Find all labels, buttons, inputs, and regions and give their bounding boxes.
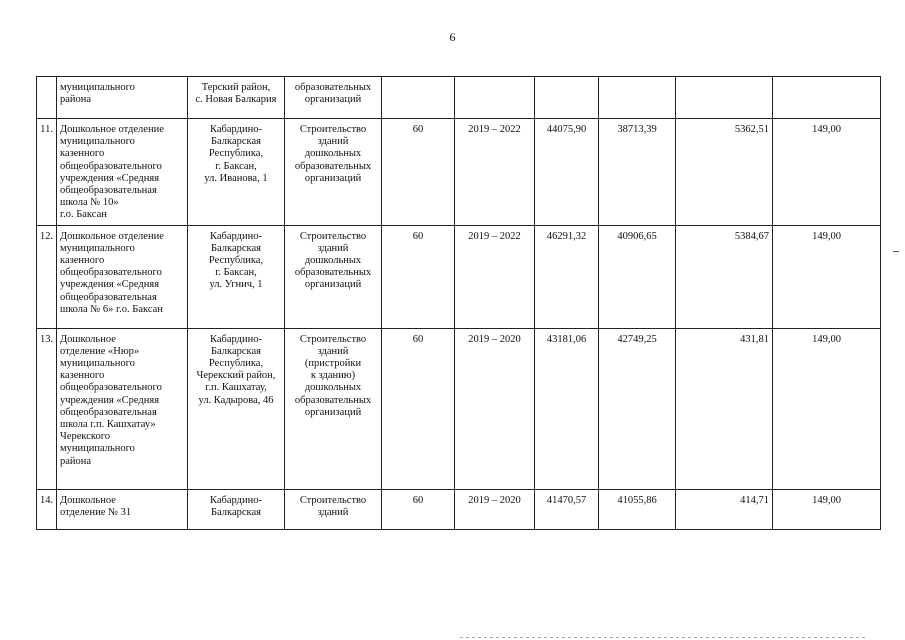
work-type (285, 119, 382, 226)
regional-funds: 414,71 (676, 489, 773, 529)
object-name-line: общеобразовательного (60, 382, 162, 394)
object-name-line: казенного (60, 255, 105, 267)
object-name-line: общеобразовательная (60, 291, 157, 303)
work-type-line: к зданию) (310, 370, 356, 382)
object-address (188, 119, 285, 226)
object-name (57, 489, 188, 529)
object-name (57, 77, 188, 119)
object-address-line: Республика, (208, 255, 264, 267)
object-address-line: Балкарская (211, 242, 261, 254)
object-address-line: Республика, (208, 148, 264, 160)
object-address-line: Кабардино- (210, 333, 262, 345)
object-name-line: Дошкольное (60, 333, 116, 345)
work-type-line: Строительство (299, 124, 367, 135)
object-address-line: ул. Кадырова, 46 (198, 394, 274, 406)
work-type-line: образовательных (294, 394, 372, 406)
object-name-line: общеобразовательная (60, 406, 157, 418)
object-name-line: муниципального (60, 136, 135, 148)
work-type-line: образовательных (294, 160, 372, 172)
object-address (188, 489, 285, 529)
regional-funds: 5384,67 (676, 225, 773, 328)
row-number: 11. (37, 119, 57, 226)
object-address-line: Кабардино- (210, 124, 262, 135)
object-address-line: с. Новая Балкария (195, 94, 277, 106)
object-address-line: Балкарская (211, 345, 261, 357)
table-row (37, 77, 881, 119)
local-funds (773, 77, 881, 119)
page-number: 6 (449, 30, 456, 44)
work-type-line: организаций (304, 279, 362, 291)
local-funds: 149,00 (773, 328, 881, 489)
local-funds: 149,00 (773, 225, 881, 328)
table-body (37, 77, 881, 530)
work-type-line: (пристройки (304, 358, 362, 370)
work-type-line: Строительство (299, 230, 367, 242)
row-number: 13. (37, 328, 57, 489)
object-address-line: г. Баксан, (215, 267, 257, 279)
object-name-line: учреждения «Средняя (60, 279, 160, 291)
federal-funds: 41055,86 (599, 489, 676, 529)
table-row (37, 328, 881, 489)
period: 2019 – 2022 (455, 225, 535, 328)
work-type (285, 77, 382, 119)
regional-funds: 5362,51 (676, 119, 773, 226)
work-type-line: Строительство (299, 333, 367, 345)
period: 2019 – 2020 (455, 328, 535, 489)
total-cost: 46291,32 (535, 225, 599, 328)
places-count (382, 77, 455, 119)
object-name-line: Черекского (60, 431, 111, 443)
work-type (285, 489, 382, 529)
object-name (57, 328, 188, 489)
places-count: 60 (382, 328, 455, 489)
object-name-line: школа № 10» (60, 197, 119, 209)
edge-mark (893, 251, 899, 252)
object-name-line: муниципального (60, 358, 135, 370)
work-type-line: организаций (304, 406, 362, 418)
federal-funds: 42749,25 (599, 328, 676, 489)
object-address-line: Кабардино- (210, 230, 262, 242)
row-number: 14. (37, 489, 57, 529)
work-type-line: зданий (317, 136, 349, 148)
object-name (57, 119, 188, 226)
object-name-line: Дошкольное отделение (60, 124, 164, 135)
work-type-line: зданий (317, 345, 349, 357)
object-name (57, 225, 188, 328)
object-name-line: Дошкольное (60, 494, 116, 506)
object-address-line: ул. Иванова, 1 (204, 172, 268, 184)
local-funds: 149,00 (773, 119, 881, 226)
object-address-line: г.п. Кашхатау, (205, 382, 267, 394)
work-type-line: Строительство (299, 494, 367, 506)
total-cost: 43181,06 (535, 328, 599, 489)
object-name-line: Дошкольное отделение (60, 230, 164, 242)
object-name-line: района (60, 94, 92, 106)
object-address (188, 225, 285, 328)
work-type-line: дошкольных (304, 255, 362, 267)
object-address-line: Балкарская (211, 506, 261, 518)
object-name-line: муниципального (60, 242, 135, 254)
work-type-line: организаций (304, 172, 362, 184)
object-name-line: казенного (60, 148, 105, 160)
row-number: 12. (37, 225, 57, 328)
object-name-line: общеобразовательного (60, 160, 162, 172)
object-address (188, 77, 285, 119)
work-type-line: организаций (304, 94, 362, 106)
scan-artifact (460, 637, 865, 638)
regional-funds (676, 77, 773, 119)
object-name-line: учреждения «Средняя (60, 394, 160, 406)
work-type-line: зданий (317, 242, 349, 254)
object-address-line: Балкарская (211, 136, 261, 148)
places-count: 60 (382, 119, 455, 226)
object-name-line: общеобразовательного (60, 267, 162, 279)
work-type-line: образовательных (294, 82, 372, 93)
total-cost: 41470,57 (535, 489, 599, 529)
places-count: 60 (382, 225, 455, 328)
federal-funds: 38713,39 (599, 119, 676, 226)
table-row (37, 119, 881, 226)
federal-funds (599, 77, 676, 119)
row-number (37, 77, 57, 119)
work-type-line: образовательных (294, 267, 372, 279)
work-type-line: дошкольных (304, 148, 362, 160)
construction-table (36, 76, 881, 530)
object-name-line: казенного (60, 370, 105, 382)
period: 2019 – 2022 (455, 119, 535, 226)
total-cost (535, 77, 599, 119)
work-type-line: дошкольных (304, 382, 362, 394)
object-name-line: муниципального (60, 82, 135, 93)
period (455, 77, 535, 119)
object-name-line: школа г.п. Кашхатау» (60, 419, 156, 431)
table-row (37, 489, 881, 529)
object-name-line: муниципального (60, 443, 135, 455)
object-name-line: учреждения «Средняя (60, 172, 160, 184)
object-address-line: г. Баксан, (215, 160, 257, 172)
work-type-line: зданий (317, 506, 349, 518)
federal-funds: 40906,65 (599, 225, 676, 328)
regional-funds: 431,81 (676, 328, 773, 489)
object-name-line: школа № 6» г.о. Баксан (60, 303, 163, 315)
total-cost: 44075,90 (535, 119, 599, 226)
table-row (37, 225, 881, 328)
object-address (188, 328, 285, 489)
object-name-line: отделение № 31 (60, 506, 132, 518)
object-address-line: Республика, (208, 358, 264, 370)
places-count: 60 (382, 489, 455, 529)
local-funds: 149,00 (773, 489, 881, 529)
object-address-line: Черекский район, (196, 370, 276, 382)
object-name-line: г.о. Баксан (60, 209, 107, 221)
object-name-line: общеобразовательная (60, 185, 157, 197)
work-type (285, 328, 382, 489)
work-type (285, 225, 382, 328)
period: 2019 – 2020 (455, 489, 535, 529)
object-name-line: района (60, 455, 92, 467)
object-address-line: Кабардино- (210, 494, 262, 506)
object-address-line: Терский район, (201, 82, 271, 93)
object-name-line: отделение «Нюр» (60, 345, 140, 357)
object-address-line: ул. Угнич, 1 (209, 279, 263, 291)
